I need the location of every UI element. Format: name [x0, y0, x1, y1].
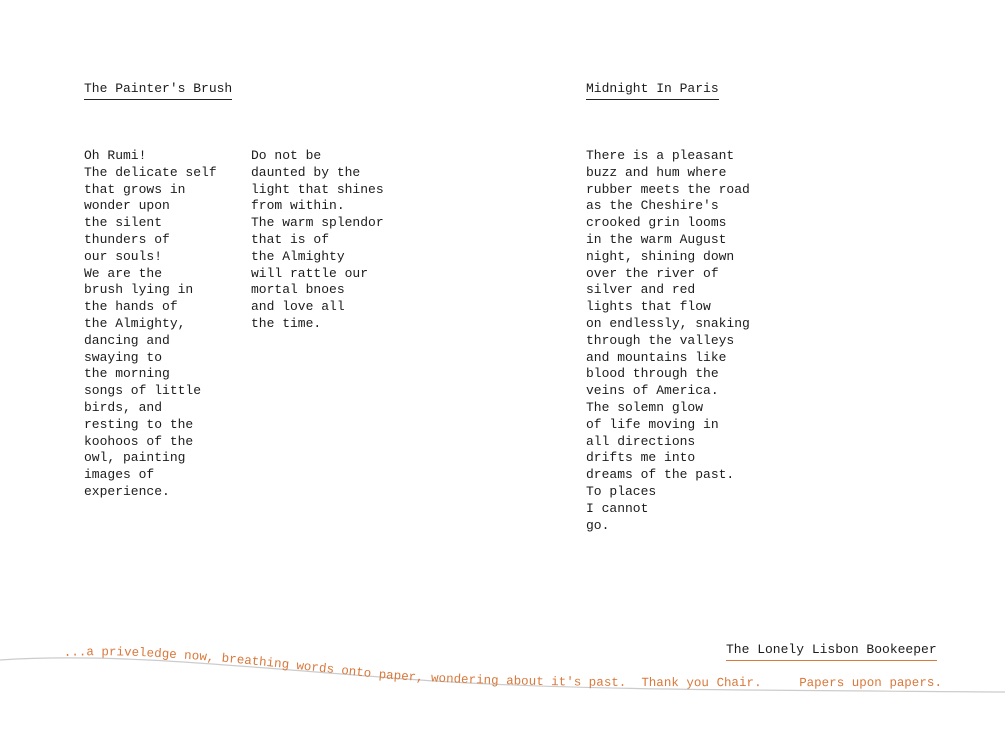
poem-line: There is a pleasant — [586, 148, 735, 163]
poem-line: I cannot — [586, 500, 649, 516]
poem-line: over the river of — [586, 265, 719, 281]
poem-line: buzz and hum where — [586, 164, 727, 180]
author-name: The Lonely Lisbon Bookeeper — [726, 641, 937, 661]
poem-line: night, shining down — [586, 248, 735, 264]
poem-line: drifts me into — [586, 450, 696, 466]
poem-line: koohoos of the — [84, 433, 194, 449]
poem-line: Oh Rumi! — [84, 148, 147, 163]
poem-line: that grows in — [84, 181, 186, 197]
poem-line: images of — [84, 467, 155, 483]
poem-line: rubber meets the road — [586, 181, 750, 197]
poem-line: veins of America. — [586, 383, 719, 399]
poem-line: We are the — [84, 265, 163, 281]
poem-line: that is of — [251, 231, 330, 247]
poem-line: lights that flow — [586, 299, 711, 315]
poem-line: on endlessly, snaking — [586, 315, 750, 331]
poem-line: songs of little — [84, 383, 202, 399]
poem-line: light that shines — [251, 181, 384, 197]
poem-line: of life moving in — [586, 416, 719, 432]
poem-line: the time. — [251, 315, 322, 331]
poem-line: our souls! — [84, 248, 163, 264]
poem-line: blood through the — [586, 366, 719, 382]
poem-line: the hands of — [84, 299, 178, 315]
poem-line: The warm splendor — [251, 215, 384, 231]
poem-line: daunted by the — [251, 164, 361, 180]
wave-text-path: ...a priveledge now, breathing words onto paper, wondering about it's past. Thank you Chair. Papers upon papers. — [63, 645, 943, 691]
poem-line: crooked grin looms — [586, 215, 727, 231]
poem-line: in the warm August — [586, 231, 727, 247]
poem-line: The solemn glow — [586, 399, 704, 415]
poem-line: experience. — [84, 483, 170, 499]
poem-line: go. — [586, 517, 610, 533]
poem-line: all directions — [586, 433, 696, 449]
poem-line: as the Cheshire's — [586, 198, 719, 214]
poem-line: and love all — [251, 299, 345, 315]
poem-line: and mountains like — [586, 349, 727, 365]
poem-line: mortal bnoes — [251, 282, 345, 298]
poem-line: The delicate self — [84, 164, 217, 180]
poem-line: brush lying in — [84, 282, 194, 298]
poem-line: dreams of the past. — [586, 467, 735, 483]
poem-line: wonder upon — [84, 198, 170, 214]
poem-line: will rattle our — [251, 265, 369, 281]
poem-line: the morning — [84, 366, 170, 382]
poem-line: the Almighty, — [84, 315, 186, 331]
poem-line: Do not be — [251, 148, 322, 163]
poem-line: through the valleys — [586, 332, 735, 348]
poem-line: dancing and — [84, 332, 170, 348]
poem-line: thunders of — [84, 231, 170, 247]
poem2-title: Midnight In Paris — [586, 80, 719, 100]
poem-line: silver and red — [586, 282, 696, 298]
poem-line: the silent — [84, 215, 163, 231]
poem-line: the Almighty — [251, 248, 345, 264]
poem-line: swaying to — [84, 349, 163, 365]
poem-line: from within. — [251, 198, 345, 214]
poem-line: resting to the — [84, 416, 194, 432]
poem-line: owl, painting — [84, 450, 186, 466]
poem-line: birds, and — [84, 399, 163, 415]
poem-line: To places — [586, 483, 657, 499]
poem1-title: The Painter's Brush — [84, 80, 232, 100]
